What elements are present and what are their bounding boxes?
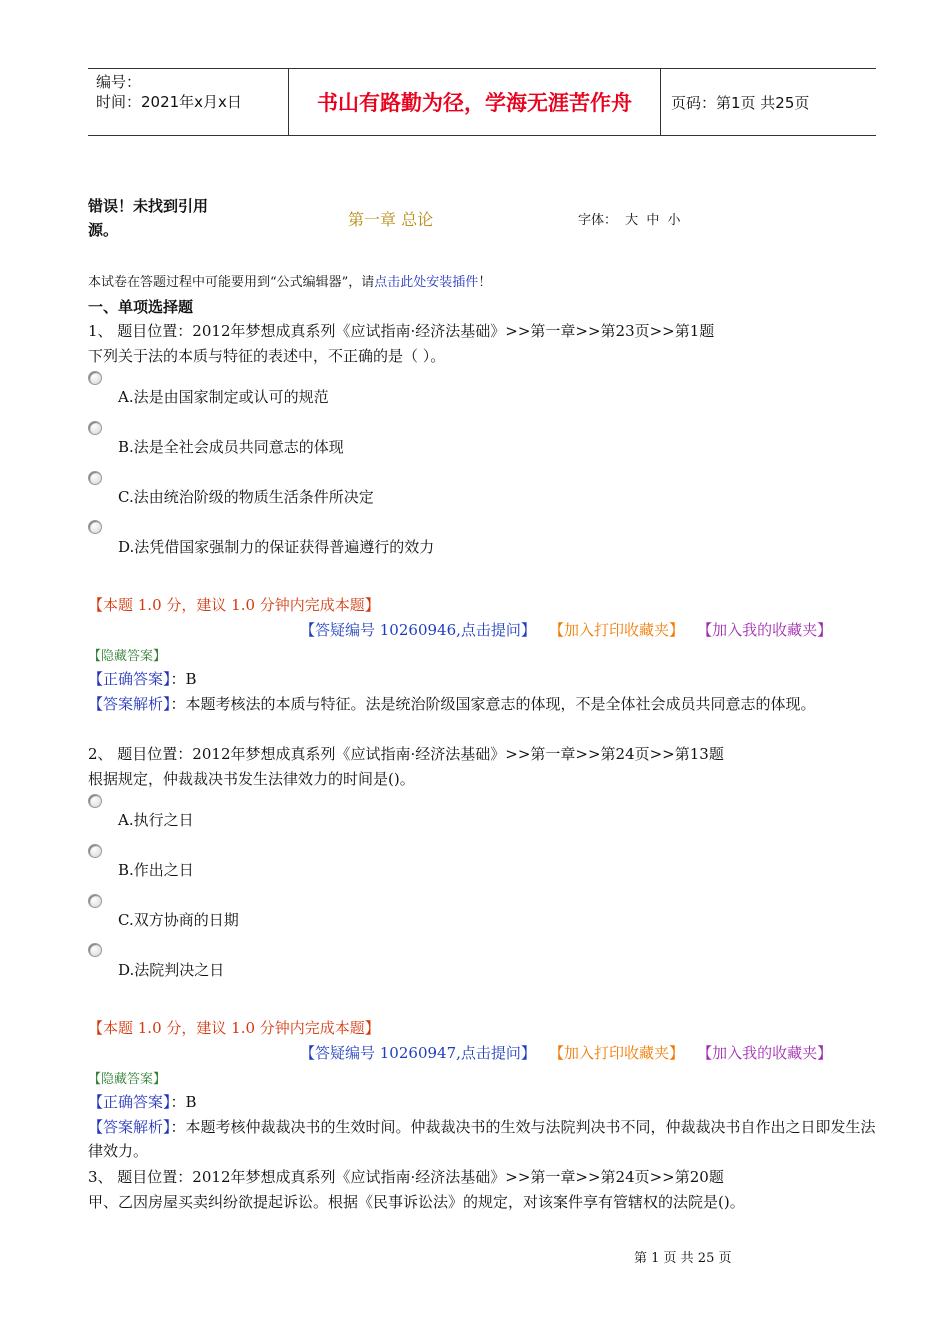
font-size-selector [578, 209, 684, 228]
notice-text: 本试卷在答题过程中可能要用到“公式编辑器”，请 [88, 275, 375, 290]
question-2-analysis [88, 1115, 878, 1163]
header-table [88, 68, 876, 136]
question-1-option-c-radio[interactable] [88, 471, 102, 485]
question-2-ask-link[interactable]: 【答疑编号 10260947,点击提问】 [300, 1044, 536, 1062]
question-2-option-c: C.双方协商的日期 [118, 911, 239, 929]
question-2-option-b-radio[interactable] [88, 844, 102, 858]
correct-answer-label: 【正确答案】 [88, 670, 171, 688]
question-1-option-b-radio[interactable] [88, 421, 102, 435]
question-1-option-b: B.法是全社会成员共同意志的体现 [118, 438, 344, 456]
question-2-option-d-radio[interactable] [88, 943, 102, 957]
question-1-correct-answer [88, 668, 197, 689]
section-title: 一、单项选择题 [88, 298, 194, 316]
question-2-location: 2、 题目位置：2012年梦想成真系列《应试指南·经济法基础》>>第一章>>第24页>>第13题 [88, 745, 724, 763]
question-2-actions [300, 1042, 832, 1063]
question-1-hide-answer[interactable]: 【隐藏答案】 [88, 649, 167, 664]
question-2-my-fav-link[interactable]: 【加入我的收藏夹】 [697, 1044, 833, 1062]
font-size-small-link[interactable]: 小 [667, 213, 681, 228]
font-size-label: 字体： [578, 213, 618, 228]
question-2-option-c-radio[interactable] [88, 894, 102, 908]
time-label: 时间：2021年x月x日 [96, 93, 242, 111]
question-1-location: 1、 题目位置：2012年梦想成真系列《应试指南·经济法基础》>>第一章>>第23页>>第1题 [88, 322, 715, 340]
chapter-title: 第一章 总论 [348, 210, 434, 229]
question-1-stem: 下列关于法的本质与特征的表述中，不正确的是（ ）。 [88, 347, 446, 365]
motto: 书山有路勤为径，学海无涯苦作舟 [288, 69, 661, 135]
question-2-option-d: D.法院判决之日 [118, 961, 225, 979]
question-1-actions [300, 619, 832, 640]
question-3-stem: 甲、乙因房屋买卖纠纷欲提起诉讼。根据《民事诉讼法》的规定，对该案件享有管辖权的法院是()。 [88, 1193, 745, 1211]
correct-answer-value: ：B [170, 670, 197, 688]
question-1-print-fav-link[interactable]: 【加入打印收藏夹】 [548, 621, 684, 639]
analysis-label: 【答案解析】 [88, 695, 171, 713]
question-2-print-fav-link[interactable]: 【加入打印收藏夹】 [548, 1044, 684, 1062]
question-1-score: 【本题 1.0 分，建议 1.0 分钟内完成本题】 [88, 596, 380, 614]
analysis-text: ：本题考核法的本质与特征。法是统治阶级国家意志的体现，不是全体社会成员共同意志的体现。 [170, 695, 816, 713]
question-2-correct-answer [88, 1091, 197, 1112]
notice-end: ！ [478, 275, 492, 290]
question-2-option-a-radio[interactable] [88, 794, 102, 808]
header-left-cell [88, 69, 288, 135]
question-2-hide-answer[interactable]: 【隐藏答案】 [88, 1072, 167, 1087]
plugin-notice [88, 271, 491, 290]
question-1-ask-link[interactable]: 【答疑编号 10260946,点击提问】 [300, 621, 536, 639]
question-1-option-d-radio[interactable] [88, 520, 102, 534]
question-1-option-a-radio[interactable] [88, 371, 102, 385]
font-size-medium-link[interactable]: 中 [646, 213, 660, 228]
analysis-text: ：本题考核仲裁裁决书的生效时间。仲裁裁决书的生效与法院判决书不同，仲裁裁决书自作出之日即发生法律效力。 [88, 1118, 876, 1160]
font-size-large-link[interactable]: 大 [625, 213, 639, 228]
page-footer: 第 1 页 共 25 页 [634, 1251, 732, 1266]
install-plugin-link[interactable]: 点击此处安装插件 [374, 275, 479, 290]
analysis-label: 【答案解析】 [88, 1118, 171, 1136]
question-1-analysis [88, 692, 878, 716]
question-2-stem: 根据规定，仲裁裁决书发生法律效力的时间是()。 [88, 770, 415, 788]
header-page-label: 页码：第1页 共25页 [671, 93, 810, 112]
error-reference-text: 错误！未找到引用源。 [88, 197, 209, 239]
correct-answer-label: 【正确答案】 [88, 1093, 171, 1111]
question-1-option-d: D.法凭借国家强制力的保证获得普遍遵行的效力 [118, 538, 435, 556]
correct-answer-value: ：B [170, 1093, 197, 1111]
question-1-my-fav-link[interactable]: 【加入我的收藏夹】 [697, 621, 833, 639]
question-1-option-c: C.法由统治阶级的物质生活条件所决定 [118, 488, 374, 506]
number-label: 编号： [96, 73, 142, 91]
question-2-score: 【本题 1.0 分，建议 1.0 分钟内完成本题】 [88, 1019, 380, 1037]
question-2-option-a: A.执行之日 [118, 811, 194, 829]
question-3-location: 3、 题目位置：2012年梦想成真系列《应试指南·经济法基础》>>第一章>>第24页>>第20题 [88, 1168, 724, 1186]
question-1-option-a: A.法是由国家制定或认可的规范 [118, 388, 329, 406]
question-2-option-b: B.作出之日 [118, 861, 194, 879]
